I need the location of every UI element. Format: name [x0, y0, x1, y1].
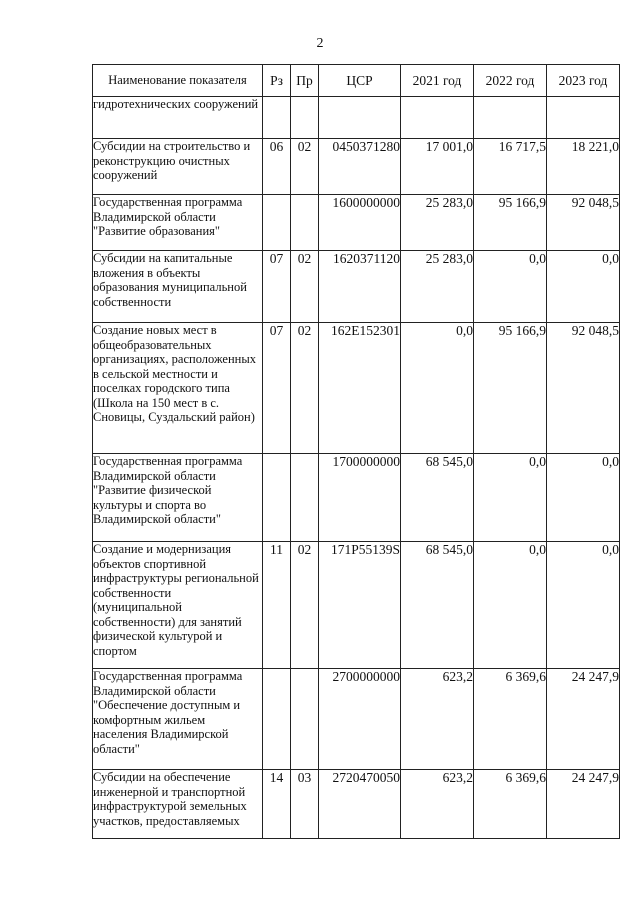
table-row [93, 454, 620, 542]
row-2023: 18 221,0 [547, 139, 620, 195]
row-2021: 25 283,0 [401, 251, 474, 323]
row-rz [263, 454, 291, 542]
row-name: Государственная программа Владимирской области "Развитие образования" [93, 195, 263, 251]
row-name: гидротехнических сооружений [93, 97, 263, 139]
row-2023: 92 048,5 [547, 195, 620, 251]
row-rz: 06 [263, 139, 291, 195]
table-row [93, 770, 620, 839]
row-name: Субсидии на капитальные вложения в объекты образования муниципальной собственности [93, 251, 263, 323]
header-2021: 2021 год [401, 65, 474, 97]
row-2023 [547, 97, 620, 139]
row-csr: 171P55139S [319, 542, 401, 669]
row-csr: 2720470050 [319, 770, 401, 839]
row-2021: 623,2 [401, 770, 474, 839]
row-csr: 162E152301 [319, 323, 401, 454]
row-pr: 02 [291, 139, 319, 195]
row-name: Создание и модернизация объектов спортивной инфраструктуры региональной собственности (муниципальной собственности) для занятий физической культурой и спортом [93, 542, 263, 669]
row-pr: 02 [291, 251, 319, 323]
row-2022: 95 166,9 [474, 195, 547, 251]
row-name: Государственная программа Владимирской области "Развитие физической культуры и спорта во Владимирской области" [93, 454, 263, 542]
row-csr [319, 97, 401, 139]
row-rz: 11 [263, 542, 291, 669]
row-rz: 07 [263, 251, 291, 323]
row-rz [263, 97, 291, 139]
row-2021: 25 283,0 [401, 195, 474, 251]
table-row [93, 669, 620, 770]
row-pr: 03 [291, 770, 319, 839]
table-row [93, 195, 620, 251]
row-2022: 16 717,5 [474, 139, 547, 195]
row-csr: 0450371280 [319, 139, 401, 195]
header-name: Наименование показателя [93, 65, 263, 97]
row-name: Создание новых мест в общеобразовательных организациях, расположенных в сельской местности и поселках городского типа (Школа на 150 мест в с. Сновицы, Суздальский район) [93, 323, 263, 454]
row-2023: 92 048,5 [547, 323, 620, 454]
row-2022: 95 166,9 [474, 323, 547, 454]
row-pr [291, 669, 319, 770]
table-row [93, 139, 620, 195]
row-rz [263, 669, 291, 770]
header-2023: 2023 год [547, 65, 620, 97]
header-csr: ЦСР [319, 65, 401, 97]
row-2022: 6 369,6 [474, 669, 547, 770]
header-2022: 2022 год [474, 65, 547, 97]
row-rz [263, 195, 291, 251]
table-row [93, 251, 620, 323]
row-rz: 14 [263, 770, 291, 839]
row-pr: 02 [291, 323, 319, 454]
row-2023: 0,0 [547, 542, 620, 669]
row-csr: 1620371120 [319, 251, 401, 323]
page-number: 2 [316, 36, 324, 51]
row-2022 [474, 97, 547, 139]
header-rz: Рз [263, 65, 291, 97]
row-2021: 17 001,0 [401, 139, 474, 195]
row-2023: 24 247,9 [547, 669, 620, 770]
row-2022: 0,0 [474, 454, 547, 542]
row-csr: 1600000000 [319, 195, 401, 251]
row-name: Субсидии на обеспечение инженерной и транспортной инфраструктурой земельных участков, предоставляемых [93, 770, 263, 839]
row-2022: 0,0 [474, 542, 547, 669]
row-2022: 0,0 [474, 251, 547, 323]
row-pr [291, 97, 319, 139]
row-rz: 07 [263, 323, 291, 454]
row-pr [291, 454, 319, 542]
row-csr: 2700000000 [319, 669, 401, 770]
row-csr: 1700000000 [319, 454, 401, 542]
row-2023: 0,0 [547, 251, 620, 323]
row-name: Государственная программа Владимирской области "Обеспечение доступным и комфортным жильем населения Владимирской области" [93, 669, 263, 770]
row-pr [291, 195, 319, 251]
row-name: Субсидии на строительство и реконструкцию очистных сооружений [93, 139, 263, 195]
header-pr: Пр [291, 65, 319, 97]
table-row [93, 542, 620, 669]
row-2021: 68 545,0 [401, 454, 474, 542]
table-header-row [93, 65, 620, 97]
row-2023: 24 247,9 [547, 770, 620, 839]
row-2021: 0,0 [401, 323, 474, 454]
row-2023: 0,0 [547, 454, 620, 542]
row-2021: 68 545,0 [401, 542, 474, 669]
budget-table [92, 64, 620, 839]
row-2021 [401, 97, 474, 139]
row-2022: 6 369,6 [474, 770, 547, 839]
row-2021: 623,2 [401, 669, 474, 770]
table-row [93, 97, 620, 139]
row-pr: 02 [291, 542, 319, 669]
table-row [93, 323, 620, 454]
